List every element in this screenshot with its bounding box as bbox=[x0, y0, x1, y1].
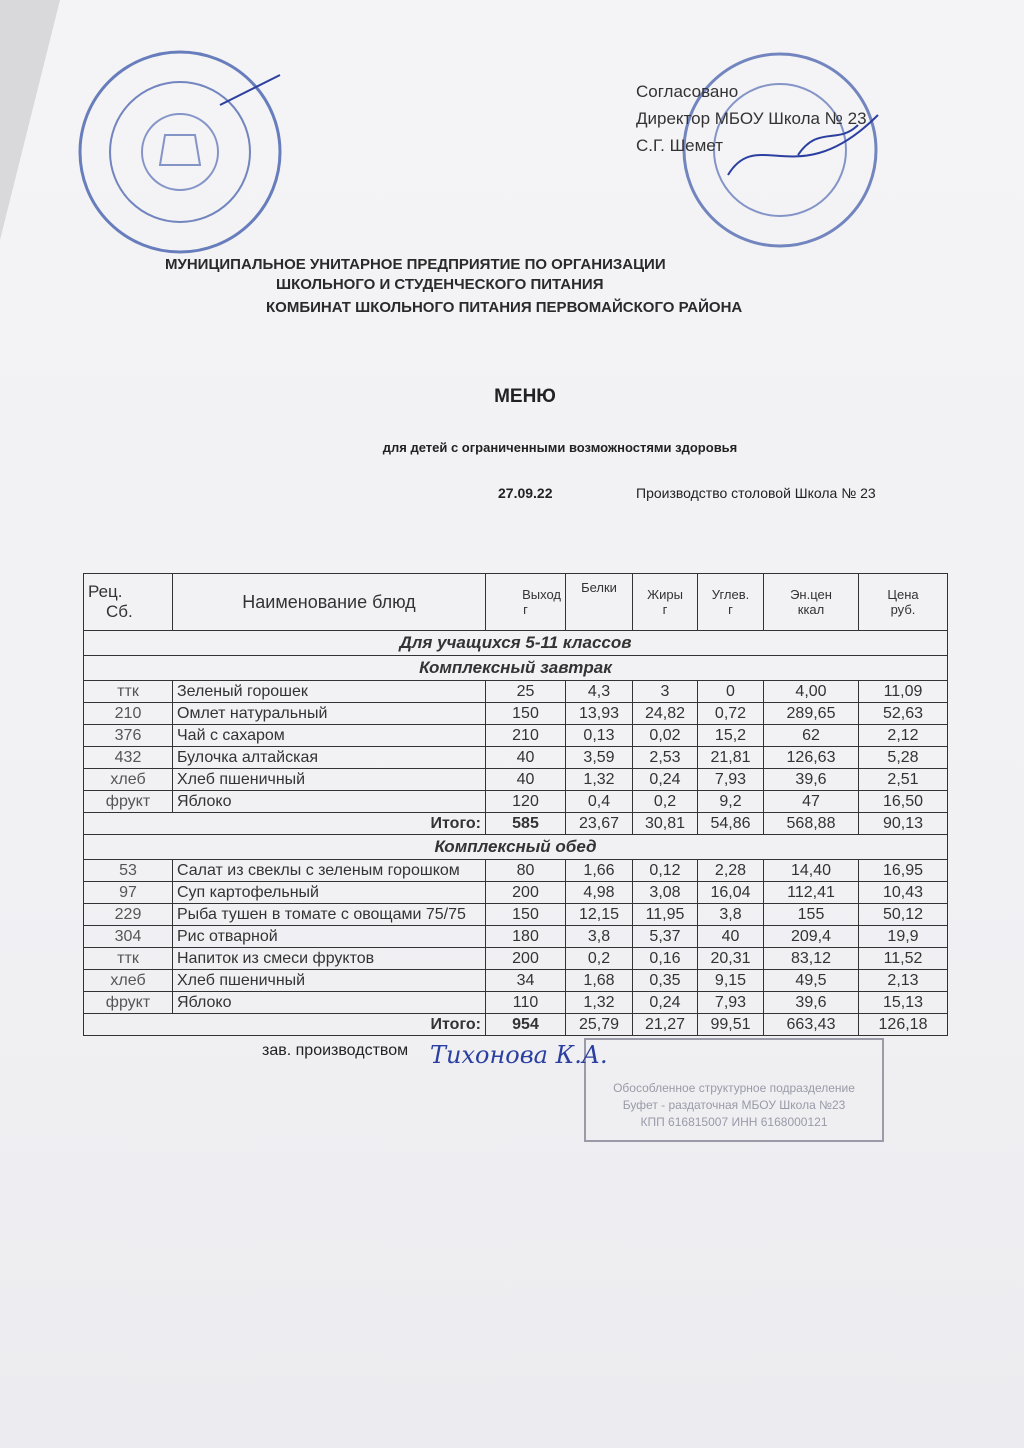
cell-fat: 11,95 bbox=[633, 904, 698, 926]
total-protein: 25,79 bbox=[566, 1014, 633, 1036]
cell-price: 5,28 bbox=[859, 747, 948, 769]
approval-block bbox=[636, 78, 867, 159]
total-protein: 23,67 bbox=[566, 813, 633, 835]
document-subtitle: для детей с ограниченными возможностями здоровья bbox=[382, 440, 738, 455]
cell-dish-name: Омлет натуральный bbox=[173, 703, 486, 725]
cell-rec-code: 304 bbox=[84, 926, 173, 948]
table-row bbox=[84, 970, 948, 992]
cell-carbs: 40 bbox=[698, 926, 764, 948]
header-energy: Эн.цен ккал bbox=[764, 574, 859, 631]
group-header: Для учащихся 5-11 классов bbox=[84, 631, 948, 656]
cell-output: 80 bbox=[486, 860, 566, 882]
total-energy: 663,43 bbox=[764, 1014, 859, 1036]
cell-rec-code: ттк bbox=[84, 681, 173, 703]
stamp-line: Буфет - раздаточная МБОУ Школа №23 bbox=[622, 1098, 846, 1112]
table-row bbox=[84, 681, 948, 703]
cell-price: 2,12 bbox=[859, 725, 948, 747]
folded-corner bbox=[0, 0, 60, 240]
cell-price: 16,50 bbox=[859, 791, 948, 813]
org-line-2: ШКОЛЬНОГО И СТУДЕНЧЕСКОГО ПИТАНИЯ bbox=[276, 276, 604, 293]
footer-stamp bbox=[584, 1038, 884, 1142]
cell-dish-name: Суп картофельный bbox=[173, 882, 486, 904]
table-row bbox=[84, 926, 948, 948]
cell-dish-name: Напиток из смеси фруктов bbox=[173, 948, 486, 970]
cell-output: 210 bbox=[486, 725, 566, 747]
cell-fat: 0,35 bbox=[633, 970, 698, 992]
cell-protein: 1,32 bbox=[566, 769, 633, 791]
cell-price: 11,09 bbox=[859, 681, 948, 703]
cell-carbs: 0,72 bbox=[698, 703, 764, 725]
table-header-row bbox=[84, 574, 948, 631]
stamp-line: КПП 616815007 ИНН 6168000121 bbox=[640, 1115, 828, 1129]
cell-output: 200 bbox=[486, 948, 566, 970]
cell-carbs: 9,15 bbox=[698, 970, 764, 992]
total-output: 954 bbox=[486, 1014, 566, 1036]
cell-output: 150 bbox=[486, 904, 566, 926]
header-protein: Белки bbox=[566, 574, 633, 631]
cell-energy: 155 bbox=[764, 904, 859, 926]
cell-rec-code: 432 bbox=[84, 747, 173, 769]
cell-fat: 2,53 bbox=[633, 747, 698, 769]
cell-fat: 0,02 bbox=[633, 725, 698, 747]
cell-price: 15,13 bbox=[859, 992, 948, 1014]
cell-rec-code: 97 bbox=[84, 882, 173, 904]
cell-protein: 4,3 bbox=[566, 681, 633, 703]
cell-rec-code: 229 bbox=[84, 904, 173, 926]
cell-output: 25 bbox=[486, 681, 566, 703]
table-row bbox=[84, 992, 948, 1014]
cell-carbs: 16,04 bbox=[698, 882, 764, 904]
cell-price: 52,63 bbox=[859, 703, 948, 725]
cell-price: 2,13 bbox=[859, 970, 948, 992]
menu-date: 27.09.22 bbox=[498, 485, 553, 501]
cell-energy: 112,41 bbox=[764, 882, 859, 904]
cell-price: 16,95 bbox=[859, 860, 948, 882]
signature: Тихонова К.А. bbox=[430, 1041, 608, 1069]
cell-protein: 0,4 bbox=[566, 791, 633, 813]
cell-energy: 39,6 bbox=[764, 992, 859, 1014]
cell-energy: 126,63 bbox=[764, 747, 859, 769]
total-label: Итого: bbox=[84, 813, 486, 835]
cell-output: 110 bbox=[486, 992, 566, 1014]
org-line-1: МУНИЦИПАЛЬНОЕ УНИТАРНОЕ ПРЕДПРИЯТИЕ ПО ОРГАНИЗАЦИИ bbox=[165, 256, 666, 273]
cell-protein: 12,15 bbox=[566, 904, 633, 926]
cell-protein: 1,32 bbox=[566, 992, 633, 1014]
cell-dish-name: Чай с сахаром bbox=[173, 725, 486, 747]
cell-rec-code: 53 bbox=[84, 860, 173, 882]
total-carbs: 54,86 bbox=[698, 813, 764, 835]
table-row bbox=[84, 703, 948, 725]
cell-rec-code: хлеб bbox=[84, 970, 173, 992]
table-row bbox=[84, 769, 948, 791]
total-output: 585 bbox=[486, 813, 566, 835]
header-name: Наименование блюд bbox=[173, 574, 486, 631]
header-rec: Рец. Сб. bbox=[84, 574, 173, 631]
total-energy: 568,88 bbox=[764, 813, 859, 835]
cell-rec-code: ттк bbox=[84, 948, 173, 970]
cell-energy: 14,40 bbox=[764, 860, 859, 882]
cell-carbs: 15,2 bbox=[698, 725, 764, 747]
total-price: 126,18 bbox=[859, 1014, 948, 1036]
cell-fat: 0,16 bbox=[633, 948, 698, 970]
menu-table bbox=[83, 573, 948, 1036]
cell-output: 120 bbox=[486, 791, 566, 813]
cell-output: 40 bbox=[486, 747, 566, 769]
table-row bbox=[84, 860, 948, 882]
table-row bbox=[84, 725, 948, 747]
cell-energy: 4,00 bbox=[764, 681, 859, 703]
cell-fat: 3,08 bbox=[633, 882, 698, 904]
cell-energy: 62 bbox=[764, 725, 859, 747]
header-fat: Жиры г bbox=[633, 574, 698, 631]
cell-dish-name: Яблоко bbox=[173, 992, 486, 1014]
cell-fat: 0,2 bbox=[633, 791, 698, 813]
total-fat: 21,27 bbox=[633, 1014, 698, 1036]
cell-carbs: 21,81 bbox=[698, 747, 764, 769]
cell-rec-code: 210 bbox=[84, 703, 173, 725]
cell-output: 180 bbox=[486, 926, 566, 948]
cell-protein: 0,13 bbox=[566, 725, 633, 747]
cell-rec-code: фрукт bbox=[84, 992, 173, 1014]
approval-name: С.Г. Шемет bbox=[636, 136, 723, 155]
header-price: Цена руб. bbox=[859, 574, 948, 631]
approval-line: Согласовано bbox=[636, 82, 739, 101]
cell-fat: 0,12 bbox=[633, 860, 698, 882]
cell-protein: 13,93 bbox=[566, 703, 633, 725]
breakfast-header: Комплексный завтрак bbox=[84, 656, 948, 681]
total-label: Итого: bbox=[84, 1014, 486, 1036]
cell-rec-code: хлеб bbox=[84, 769, 173, 791]
cell-protein: 3,8 bbox=[566, 926, 633, 948]
document-title: МЕНЮ bbox=[494, 386, 556, 407]
cell-dish-name: Хлеб пшеничный bbox=[173, 769, 486, 791]
cell-energy: 49,5 bbox=[764, 970, 859, 992]
table-row bbox=[84, 747, 948, 769]
cell-price: 50,12 bbox=[859, 904, 948, 926]
cell-protein: 1,66 bbox=[566, 860, 633, 882]
cell-price: 10,43 bbox=[859, 882, 948, 904]
cell-output: 34 bbox=[486, 970, 566, 992]
cell-carbs: 20,31 bbox=[698, 948, 764, 970]
cell-output: 150 bbox=[486, 703, 566, 725]
cell-protein: 4,98 bbox=[566, 882, 633, 904]
cell-carbs: 3,8 bbox=[698, 904, 764, 926]
table-row bbox=[84, 948, 948, 970]
total-price: 90,13 bbox=[859, 813, 948, 835]
org-line-3: КОМБИНАТ ШКОЛЬНОГО ПИТАНИЯ ПЕРВОМАЙСКОГО РАЙОНА bbox=[266, 299, 743, 316]
cell-energy: 39,6 bbox=[764, 769, 859, 791]
cell-fat: 0,24 bbox=[633, 769, 698, 791]
production-site: Производство столовой Школа № 23 bbox=[636, 485, 876, 501]
cell-energy: 47 bbox=[764, 791, 859, 813]
table-row bbox=[84, 791, 948, 813]
approval-director: Директор МБОУ Школа № 23 bbox=[636, 109, 867, 128]
header-output: Выход г bbox=[486, 574, 566, 631]
total-row bbox=[84, 813, 948, 835]
header-carb: Углев. г bbox=[698, 574, 764, 631]
round-stamp-left bbox=[70, 45, 290, 260]
stamp-line: Обособленное структурное подразделение bbox=[613, 1081, 855, 1095]
cell-fat: 5,37 bbox=[633, 926, 698, 948]
cell-protein: 0,2 bbox=[566, 948, 633, 970]
cell-protein: 3,59 bbox=[566, 747, 633, 769]
cell-dish-name: Салат из свеклы с зеленым горошком bbox=[173, 860, 486, 882]
cell-carbs: 0 bbox=[698, 681, 764, 703]
cell-rec-code: 376 bbox=[84, 725, 173, 747]
cell-fat: 3 bbox=[633, 681, 698, 703]
cell-dish-name: Булочка алтайская bbox=[173, 747, 486, 769]
cell-price: 2,51 bbox=[859, 769, 948, 791]
footer-label: зав. производством bbox=[262, 1042, 409, 1059]
cell-dish-name: Рис отварной bbox=[173, 926, 486, 948]
cell-fat: 24,82 bbox=[633, 703, 698, 725]
cell-energy: 289,65 bbox=[764, 703, 859, 725]
total-fat: 30,81 bbox=[633, 813, 698, 835]
cell-dish-name: Хлеб пшеничный bbox=[173, 970, 486, 992]
cell-output: 200 bbox=[486, 882, 566, 904]
cell-dish-name: Зеленый горошек bbox=[173, 681, 486, 703]
cell-output: 40 bbox=[486, 769, 566, 791]
cell-energy: 83,12 bbox=[764, 948, 859, 970]
total-carbs: 99,51 bbox=[698, 1014, 764, 1036]
cell-carbs: 7,93 bbox=[698, 992, 764, 1014]
cell-dish-name: Рыба тушен в томате с овощами 75/75 bbox=[173, 904, 486, 926]
cell-carbs: 9,2 bbox=[698, 791, 764, 813]
cell-energy: 209,4 bbox=[764, 926, 859, 948]
cell-price: 19,9 bbox=[859, 926, 948, 948]
lunch-header: Комплексный обед bbox=[84, 835, 948, 860]
cell-protein: 1,68 bbox=[566, 970, 633, 992]
table-row bbox=[84, 904, 948, 926]
cell-dish-name: Яблоко bbox=[173, 791, 486, 813]
cell-carbs: 2,28 bbox=[698, 860, 764, 882]
cell-rec-code: фрукт bbox=[84, 791, 173, 813]
total-row bbox=[84, 1014, 948, 1036]
cell-price: 11,52 bbox=[859, 948, 948, 970]
table-row bbox=[84, 882, 948, 904]
cell-fat: 0,24 bbox=[633, 992, 698, 1014]
cell-carbs: 7,93 bbox=[698, 769, 764, 791]
